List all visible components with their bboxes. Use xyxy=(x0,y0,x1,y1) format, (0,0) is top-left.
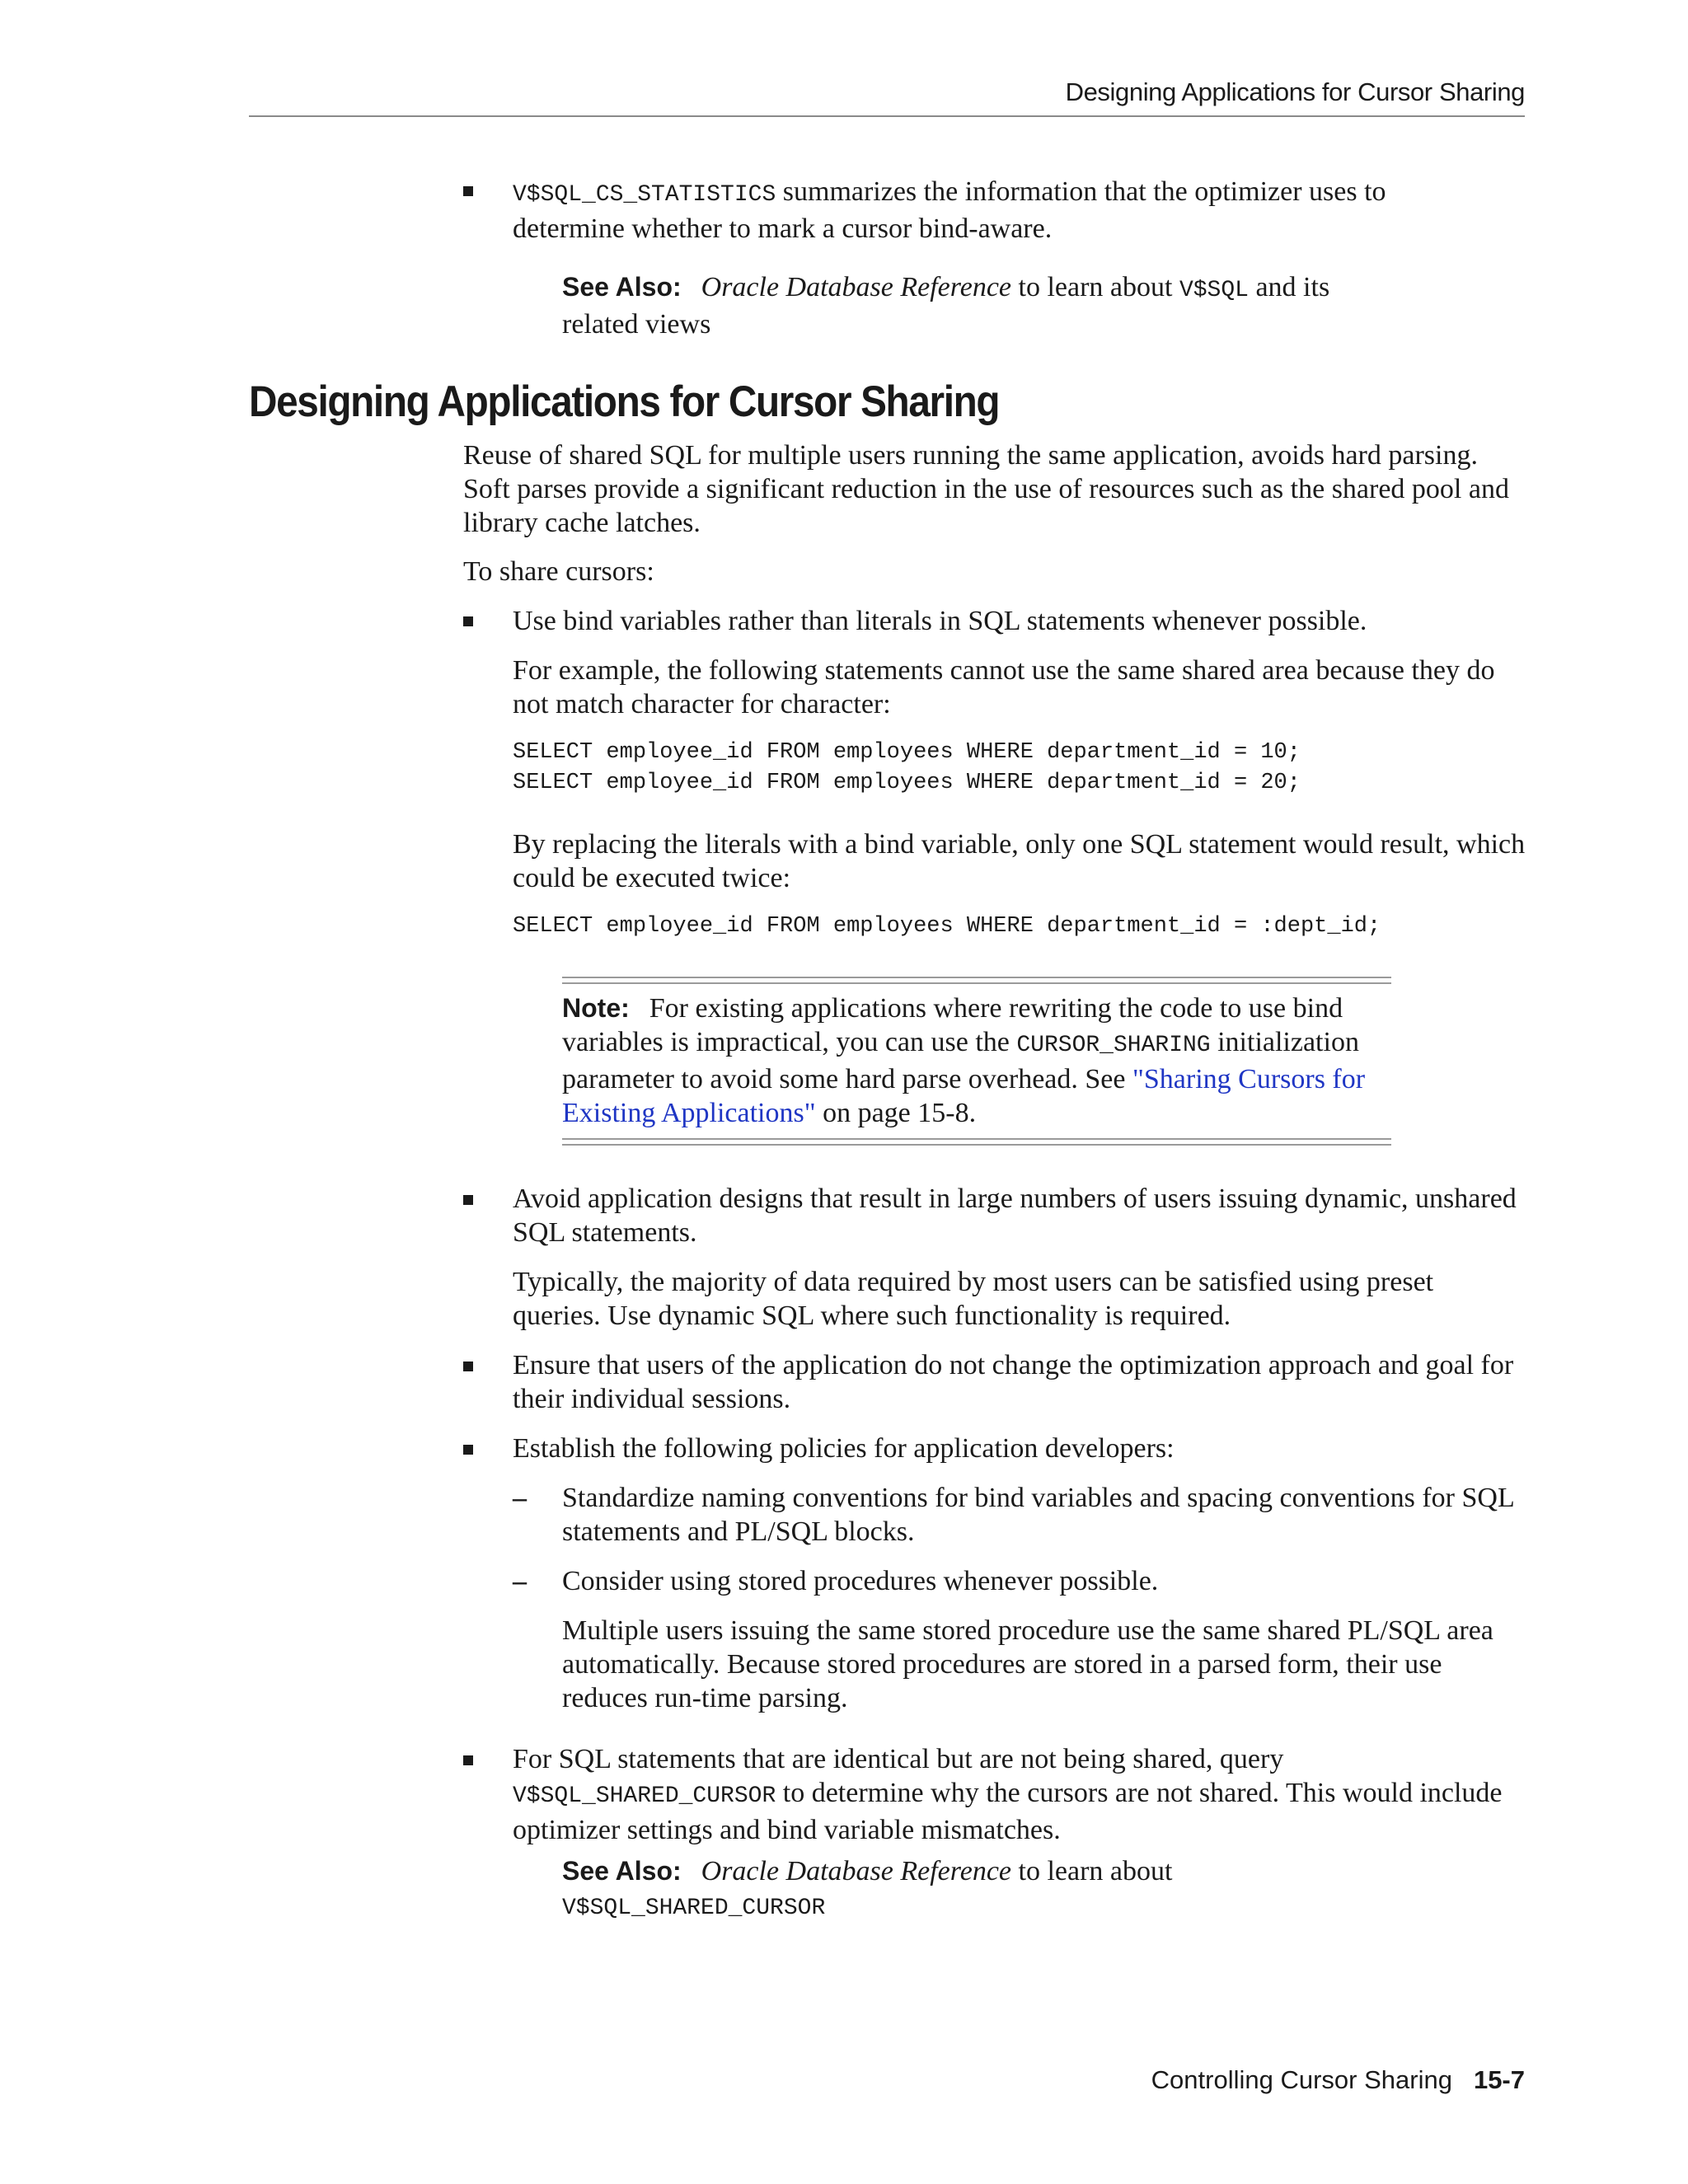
reference-title: Oracle Database Reference xyxy=(701,272,1012,302)
bullet-paragraph: For example, the following statements cannot use the same shared area because they do not match character for character: xyxy=(513,655,1495,719)
dash-marker: – xyxy=(513,1566,527,1596)
header-rule xyxy=(249,115,1525,117)
bullet-marker xyxy=(463,1361,473,1371)
code-cursor-sharing: CURSOR_SHARING xyxy=(1016,1033,1211,1058)
page-number: 15-7 xyxy=(1473,2065,1525,2094)
footer-chapter: Controlling Cursor Sharing xyxy=(1151,2065,1452,2094)
see-also-note: See Also: Oracle Database Reference to learn about V$SQL and its related views xyxy=(562,272,1330,340)
sub-list-paragraph: Multiple users issuing the same stored procedure use the same shared PL/SQL area automatically. Because stored procedures are stored in a parsed form, their use reduces run-time parsing. xyxy=(562,1615,1493,1713)
section-paragraph: Reuse of shared SQL for multiple users running the same application, avoids hard parsing. Soft parses provide a significant reduction in the use of resources such as the shared pool and library cache latches. xyxy=(463,440,1509,538)
see-also-label: See Also: xyxy=(562,1856,682,1886)
section-heading: Designing Applications for Cursor Sharing xyxy=(249,377,1000,426)
see-also-label: See Also: xyxy=(562,272,682,302)
bullet-text: Ensure that users of the application do not change the optimization approach and goal for their individual sessions. xyxy=(513,1350,1514,1414)
bullet-text: For SQL statements that are identical but are not being shared, query V$SQL_SHARED_CURSOR to determine why the cursors are not shared. This would include optimizer settings and bind variable mismatches. xyxy=(513,1744,1503,1845)
sub-list-item: Standardize naming conventions for bind variables and spacing conventions for SQL statements and PL/SQL blocks. xyxy=(562,1483,1514,1547)
bullet-text: Use bind variables rather than literals in SQL statements whenever possible. xyxy=(513,606,1367,636)
note-box: Note: For existing applications where rewriting the code to use bind variables is impractical, you can use the CURSOR_SHARING initialization parameter to avoid some hard parse overhead. See "Sharing Cursors for Existing Applications" on page 15-8. xyxy=(562,993,1366,1128)
bullet-paragraph: By replacing the literals with a bind variable, only one SQL statement would result, which could be executed twice: xyxy=(513,829,1526,893)
bullet-marker xyxy=(463,186,473,196)
section-paragraph: To share cursors: xyxy=(463,556,654,587)
bullet-marker xyxy=(463,1755,473,1765)
sub-list-item: Consider using stored procedures whenever possible. xyxy=(562,1566,1159,1596)
code-v-sql-shared-cursor: V$SQL_SHARED_CURSOR xyxy=(513,1783,776,1809)
running-header: Designing Applications for Cursor Sharing xyxy=(1065,77,1525,106)
see-also-note: See Also: Oracle Database Reference to learn about V$SQL_SHARED_CURSOR xyxy=(562,1856,1173,1921)
code-example: SELECT employee_id FROM employees WHERE department_id = :dept_id; xyxy=(513,914,1381,939)
bullet-marker xyxy=(463,1195,473,1205)
bullet-marker xyxy=(463,1445,473,1455)
code-v-sql-cs-statistics: V$SQL_CS_STATISTICS xyxy=(513,182,776,208)
reference-title: Oracle Database Reference xyxy=(701,1856,1012,1886)
intro-bullet-text: V$SQL_CS_STATISTICS summarizes the information that the optimizer uses to determine whether to mark a cursor bind-aware. xyxy=(513,176,1386,244)
page-footer xyxy=(249,2064,1525,2097)
note-top-rule xyxy=(562,977,1391,984)
note-bottom-rule xyxy=(562,1138,1391,1146)
cross-reference-link[interactable]: "Sharing Cursors for Existing Applications" xyxy=(562,1064,1366,1128)
bullet-paragraph: Typically, the majority of data required by most users can be satisfied using preset queries. Use dynamic SQL where such functionality is required. xyxy=(513,1267,1434,1331)
bullet-marker xyxy=(463,616,473,626)
dash-marker: – xyxy=(513,1483,527,1513)
bullet-text: Avoid application designs that result in large numbers of users issuing dynamic, unshared SQL statements. xyxy=(513,1183,1517,1248)
note-label: Note: xyxy=(562,993,630,1023)
code-example: SELECT employee_id FROM employees WHERE department_id = 10; SELECT employee_id FROM employees WHERE department_id = 20; xyxy=(513,740,1301,795)
bullet-text: Establish the following policies for application developers: xyxy=(513,1433,1175,1464)
